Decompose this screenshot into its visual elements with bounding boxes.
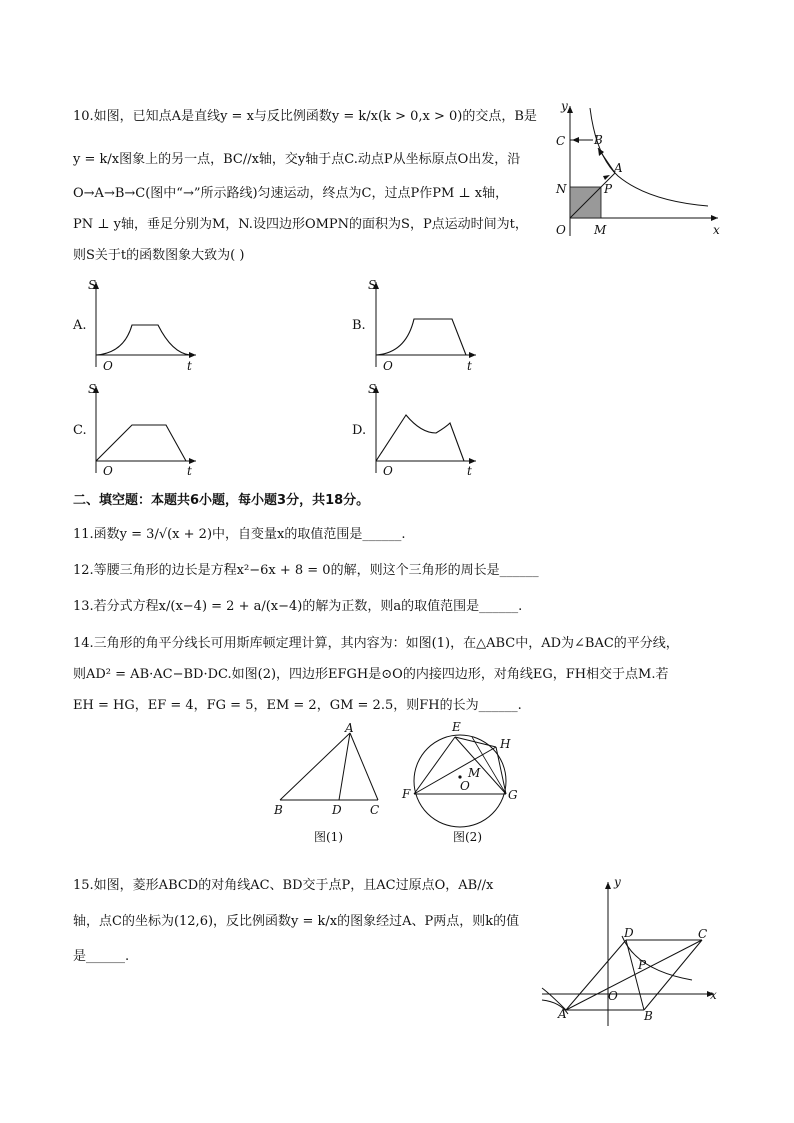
option-b-t-label: t (467, 359, 472, 373)
option-b-graph (366, 277, 484, 373)
option-c-o-label: O (103, 464, 113, 477)
q15-fig-x-label: x (710, 988, 717, 1002)
q14-line-3: EH = HG，EF = 4，FG = 5，EM = 2，GM = 2.5，则FH的长为______. (73, 698, 522, 713)
option-b-label: B. (352, 318, 366, 333)
q14-fig2-h-label: H (500, 737, 511, 751)
q15-fig-b-label: B (644, 1009, 653, 1023)
q10-figure (548, 96, 728, 242)
option-c-graph (86, 381, 204, 477)
q10-fig-b-label: B (594, 133, 603, 147)
q15-fig-y-label: y (614, 875, 621, 889)
q13-text: 13.若分式方程x/(x−4) = 2 + a/(x−4)的解为正数，则a的取值范围是______. (73, 599, 523, 614)
option-d-o-label: O (383, 464, 393, 477)
option-a-label: A. (73, 318, 87, 333)
section-2-heading: 二、填空题：本题共6小题，每小题3分，共18分。 (73, 493, 370, 508)
q10-fig-p-label: P (604, 182, 613, 196)
q15-fig-p-label: P (638, 958, 647, 972)
q14-line-1: 14.三角形的角平分线长可用斯库顿定理计算，其内容为：如图(1)，在△ABC中，AD为∠BAC的平分线， (73, 636, 679, 651)
q11-text: 11.函数y = 3/√(x + 2)中，自变量x的取值范围是______. (73, 527, 406, 542)
q14-figure-1 (268, 720, 388, 846)
option-d-t-label: t (467, 464, 472, 477)
q14-fig2-m-label: M (468, 766, 481, 780)
q14-fig1-a-label: A (345, 721, 354, 735)
q14-fig2-f-label: F (402, 787, 411, 801)
q14-fig1-b-label: B (274, 803, 283, 817)
q10-line-5: 则S关于t的函数图象大致为( ) (73, 248, 245, 263)
option-c-t-label: t (187, 464, 192, 477)
q15-line-1: 15.如图，菱形ABCD的对角线AC、BD交于点P，且AC过原点O，AB//x (73, 878, 494, 893)
option-a-o-label: O (103, 359, 113, 373)
q10-fig-x-label: x (713, 223, 720, 237)
option-b-o-label: O (383, 359, 393, 373)
option-a-graph (86, 277, 204, 373)
q14-fig2-e-label: E (452, 720, 461, 734)
q14-fig1-c-label: C (370, 803, 380, 817)
q15-figure (538, 872, 728, 1030)
q14-fig2-caption: 图(2) (453, 830, 482, 844)
option-d-graph (366, 381, 484, 477)
q14-fig2-g-label: G (508, 788, 518, 802)
q10-line-1: 10.如图，已知点A是直线y = x与反比例函数y = k/x(k > 0,x > 0)的交点，B是 (73, 109, 537, 124)
option-a-s-label: S (88, 278, 97, 292)
option-c-label: C. (73, 423, 87, 438)
q15-line-3: 是______. (73, 949, 130, 964)
q15-fig-c-label: C (698, 927, 708, 941)
q14-fig1-caption: 图(1) (314, 830, 343, 844)
q14-figure-2 (398, 715, 524, 846)
q15-fig-a-label: A (558, 1007, 567, 1021)
option-d-s-label: S (368, 382, 377, 396)
q10-fig-n-label: N (556, 182, 567, 196)
q10-line-2: y = k/x图象上的另一点，BC//x轴，交y轴于点C.动点P从坐标原点O出发，沿 (73, 152, 521, 167)
q10-fig-o-label: O (556, 223, 566, 237)
q10-fig-c-label: C (556, 134, 566, 148)
q15-fig-o-label: O (608, 989, 618, 1003)
q15-fig-d-label: D (624, 926, 634, 940)
q10-fig-a-label: A (614, 161, 623, 175)
q15-line-2: 轴，点C的坐标为(12,6)，反比例函数y = k/x的图象经过A、P两点，则k的值 (73, 914, 520, 929)
q14-line-2: 则AD² = AB·AC−BD·DC.如图(2)，四边形EFGH是⊙O的内接四边形，对角线EG，FH相交于点M.若 (73, 667, 669, 682)
q10-line-3: O→A→B→C(图中“→”所示路线)匀速运动，终点为C，过点P作PM ⊥ x轴， (73, 186, 509, 201)
option-d-label: D. (352, 423, 367, 438)
option-b-s-label: S (368, 278, 377, 292)
q14-fig1-d-label: D (332, 803, 342, 817)
option-c-s-label: S (88, 382, 97, 396)
q14-fig2-o-label: O (460, 779, 470, 793)
q10-fig-m-label: M (594, 223, 607, 237)
q12-text: 12.等腰三角形的边长是方程x²−6x + 8 = 0的解，则这个三角形的周长是______ (73, 563, 539, 578)
option-a-t-label: t (187, 359, 192, 373)
q10-line-4: PN ⊥ y轴，垂足分别为M，N.设四边形OMPN的面积为S，P点运动时间为t， (73, 217, 528, 232)
q10-fig-y-label: y (561, 99, 568, 113)
